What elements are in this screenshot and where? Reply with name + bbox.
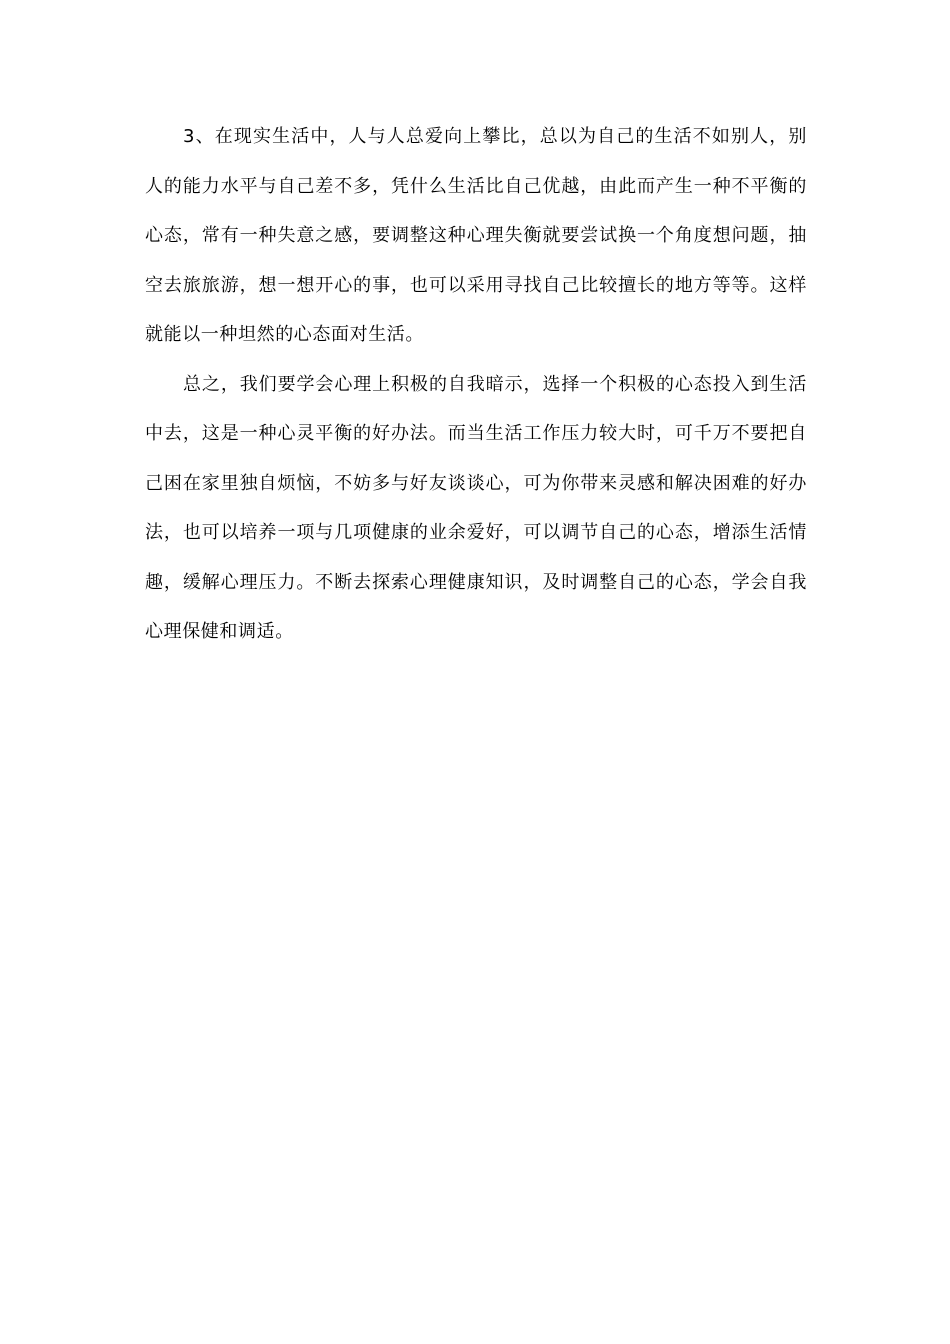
paragraph-summary: 总之，我们要学会心理上积极的自我暗示，选择一个积极的心态投入到生活中去，这是一种心灵平衡的好办法。而当生活工作压力较大时，可千万不要把自己困在家里独自烦恼，不妨多与好友谈谈心，可为你带来灵感和解决困难的好办法，也可以培养一项与几项健康的业余爱好，可以调节自己的心态，增添生活情趣，缓解心理压力。不断去探索心理健康知识，及时调整自己的心态，学会自我心理保健和调适。 xyxy=(145,373,807,642)
document-body xyxy=(145,112,807,657)
paragraph-comparison: 3、在现实生活中，人与人总爱向上攀比，总以为自己的生活不如别人，别人的能力水平与自己差不多，凭什么生活比自己优越，由此而产生一种不平衡的心态，常有一种失意之感，要调整这种心理失衡就要尝试换一个角度想问题，抽空去旅旅游，想一想开心的事，也可以采用寻找自己比较擅长的地方等等。这样就能以一种坦然的心态面对生活。 xyxy=(145,126,807,345)
